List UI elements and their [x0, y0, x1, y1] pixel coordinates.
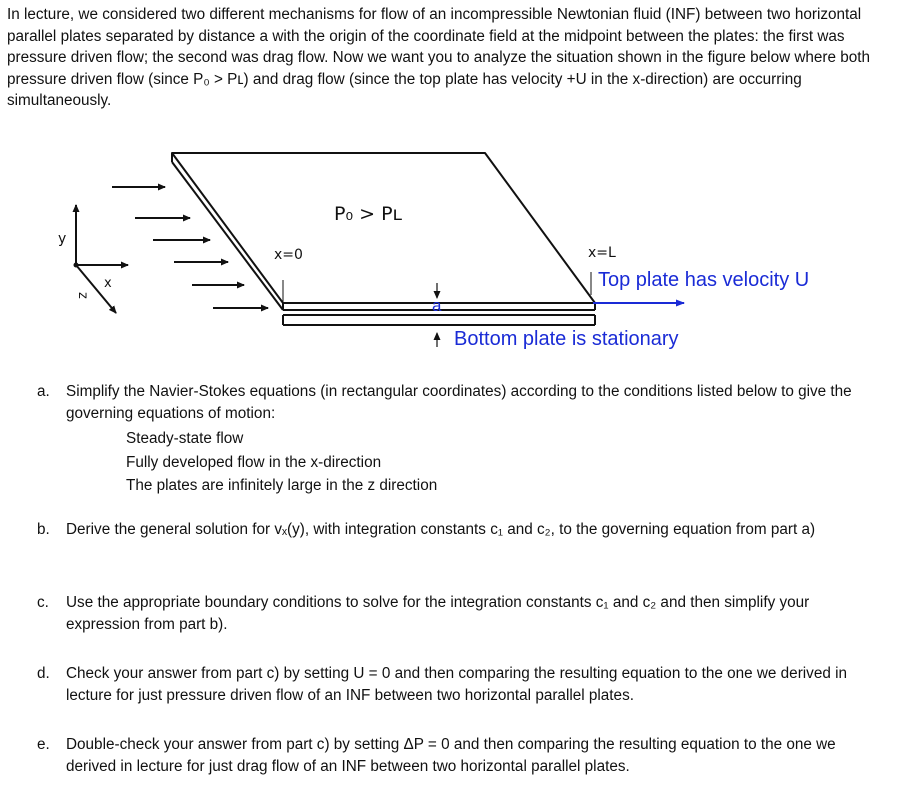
question-a-letter: a.: [37, 383, 50, 400]
bottom-plate-label: Bottom plate is stationary: [454, 328, 679, 350]
top-plate-label: Top plate has velocity U: [598, 269, 810, 291]
condition-steady: Steady-state flow: [126, 430, 244, 447]
condition-fully-developed: Fully developed flow in the x-direction: [126, 454, 382, 471]
question-d-letter: d.: [37, 665, 50, 682]
axis-z-label: z: [75, 292, 90, 299]
intro-paragraph: In lecture, we considered two different mechanisms for flow of an incompressible Newtonian fluid (INF) between two horizontal parallel plates separated by distance a with the origin of the coordinate field at the midpoint between the plates: the first was pressure driven flow; the second was drag flow. Now we want you to analyze the situation shown in the figure below where both pressure driven flow (since P₀ > Pʟ) and drag flow (since the top plate has velocity +U in the x-direction) are occurring simultaneously.: [7, 6, 871, 110]
question-d-text: Check your answer from part c) by setting U = 0 and then comparing the resulting equation to the one we derived in lecture for just pressure driven flow of an INF between two horizontal parallel plates.: [66, 665, 848, 704]
gap-label: a: [432, 296, 442, 315]
condition-infinite-z: The plates are infinitely large in the z direction: [126, 477, 438, 494]
question-b-text: Derive the general solution for vₓ(y), with integration constants c₁ and c₂, to the governing equation from part a): [66, 521, 816, 538]
axis-x-label: x: [104, 276, 112, 291]
question-b-letter: b.: [37, 521, 50, 538]
question-e-text: Double-check your answer from part c) by setting ΔP = 0 and then comparing the resulting equation to the one we derived in lecture for just drag flow of an INF between two horizontal parallel plates.: [66, 736, 836, 775]
bottom-plate: [283, 315, 595, 325]
top-plate: [172, 153, 595, 310]
flow-arrows: [112, 187, 268, 308]
pressure-label: P₀ > Pʟ: [334, 203, 403, 225]
xL-label: x=L: [588, 245, 616, 261]
question-e-letter: e.: [37, 736, 50, 753]
x0-label: x=0: [274, 247, 303, 263]
figure-drawing: [0, 140, 900, 370]
parallel-plates-figure: [0, 140, 900, 370]
question-c-letter: c.: [37, 594, 49, 611]
question-a-text: Simplify the Navier-Stokes equations (in rectangular coordinates) according to the conditions listed below to give the governing equations of motion:: [66, 383, 852, 422]
axis-y-label: y: [58, 231, 67, 247]
question-c-text: Use the appropriate boundary conditions to solve for the integration constants c₁ and c₂ and then simplify your expression from part b).: [66, 594, 810, 633]
